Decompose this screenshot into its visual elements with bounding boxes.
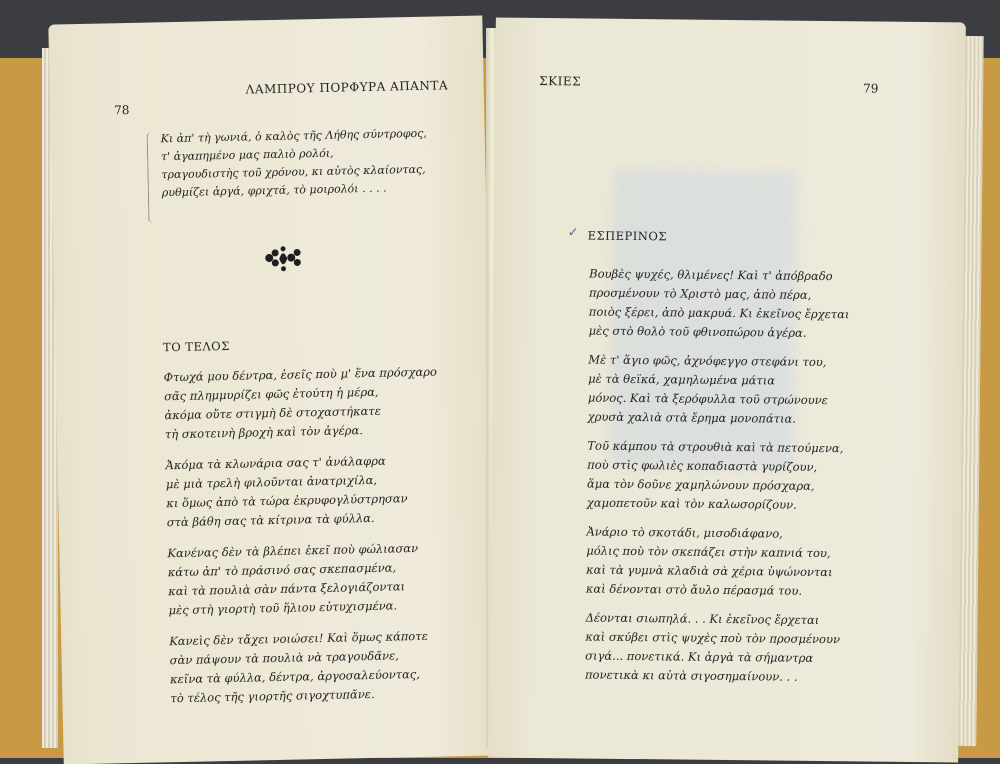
verse-line: Μὲ τ' ἅγιο φῶς, ἀχνόφεγγο στεφάνι του, [588, 352, 827, 370]
verse-line: ἀκόμα οὔτε στιγμὴ δὲ στοχαστήκατε [164, 403, 382, 423]
verse-line: σιγά... πονετικά. Κι ἀργὰ τὰ σήμαντρα [585, 648, 814, 665]
verse-line: ποιὸς ξέρει, ἀπὸ μακρυά. Κι ἐκεῖνος ἔρχεται [588, 304, 850, 322]
pencil-bracket-mark [147, 132, 160, 222]
stanza-4 [586, 523, 833, 602]
verse-line: χαμοπετοῦν καὶ τὸν καλωσορίζουν. [586, 495, 797, 512]
verse-line: μὲ μιὰ τρελὴ φιλοῦνται ἀνατριχίλα, [165, 472, 378, 492]
verse-line: Τοῦ κάμπου τὰ στρουθιὰ καὶ τὰ πετούμενα, [587, 438, 844, 456]
stanza-2 [588, 351, 829, 430]
verse-line: προσμένουν τὸ Χριστὸ μας, ἀπὸ πέρα, [588, 285, 812, 302]
verse-line: ἅμα τὸν δοῦνε χαμηλώνουν πρόσχαρα, [586, 476, 815, 493]
top-stanza [161, 125, 429, 203]
verse-line: Κανεὶς δὲν τἄχει νοιώσει! Καὶ ὅμως κάποτε [169, 628, 428, 649]
verse-line: Βουβὲς ψυχές, θλιμένες! Καὶ τ' ἀπόβραδο [589, 266, 833, 284]
verse-line: τὸ τέλος τῆς γιορτῆς σιγοχτυπᾶνε. [170, 686, 375, 706]
stanza-3 [167, 539, 419, 620]
page-number-right: 79 [863, 81, 879, 96]
stanza-4 [169, 627, 429, 708]
verse-line: στὰ βάθη σας τὰ κίτρινα τὰ φύλλα. [166, 510, 375, 530]
verse-line: καὶ δένονται στὸ ἄυλο πέρασμά του. [585, 581, 803, 598]
verse-line: καὶ τὰ πουλιὰ σὰν πάντα ξελογιάζονται [168, 579, 406, 599]
verse-line: Κανένας δὲν τὰ βλέπει ἐκεῖ ποὺ φώλιασαν [167, 540, 419, 561]
verse-line: Ἀκόμα τὰ κλωνάρια σας τ' ἀνάλαφρα [165, 453, 386, 473]
verse-line: μὲς στὸ θολὸ τοῦ φθινοπώρου ἀγέρα. [588, 323, 807, 340]
verse-line: ρυθμίζει ἀργά, φριχτά, τὸ μοιρολόι . . . . [161, 181, 387, 200]
verse-line: μόλις ποὺ τὸν σκεπάζει στὴν καπνιά του, [586, 543, 831, 561]
poem-title-right: ΕΣΠΕΡΙΝΟΣ [587, 228, 668, 244]
verse-line: Ἀνάριο τὸ σκοτάδι, μισοδιάφανο, [586, 524, 783, 541]
right-page [488, 18, 966, 763]
verse-line: κάτω ἀπ' τὸ πράσινό σας σκεπασμένα, [167, 560, 397, 580]
verse-line: τ' ἀγαπημένο μας παλιὸ ρολόι, [160, 146, 334, 164]
verse-line: κι ὅμως ἀπὸ τὰ τώρα ἐκρυφογλύστρησαν [166, 491, 408, 511]
stanza-1 [164, 363, 439, 445]
verse-line: Φτωχά μου δέντρα, ἐσεῖς ποὺ μ' ἕνα πρόσχαρο [163, 364, 437, 385]
flower-ornament-icon [261, 243, 306, 278]
verse-line: τραγουδιστὴς τοῦ χρόνου, κι αὐτὸς κλαίοντας, [161, 162, 426, 182]
verse-line: Δέονται σιωπηλά. . . Κι ἐκεῖνος ἔρχεται [585, 610, 820, 627]
left-page [48, 16, 497, 764]
verse-line: καὶ τὰ γυμνὰ κλαδιὰ σὰ χέρια ὑψώνονται [586, 562, 833, 580]
verse-line: μόνος. Καὶ τὰ ξερόφυλλα τοῦ στρώνουνε [587, 390, 828, 408]
verse-line: κεῖνα τὰ φύλλα, δέντρα, ἀργοσαλεύοντας, [169, 666, 421, 687]
verse-line: χρυσὰ χαλιὰ στὰ ἔρημα μονοπάτια. [587, 409, 797, 426]
verse-line: σὰν πάψουν τὰ πουλιὰ νὰ τραγουδᾶνε, [169, 648, 399, 668]
stanza-3 [587, 437, 844, 516]
pencil-checkmark: ✓ [567, 225, 579, 241]
page-number-left: 78 [113, 102, 130, 118]
verse-line: πονετικὰ κι αὐτὰ σιγοσημαίνουν. . . [584, 667, 798, 684]
stanza-1 [589, 265, 850, 344]
running-header-right: ΣΚΙΕΣ [539, 74, 582, 89]
stanza-2 [165, 451, 408, 532]
verse-line: καὶ σκύβει στὶς ψυχὲς ποὺ τὸν προσμένουν [585, 629, 841, 647]
stanza-5 [585, 609, 840, 688]
verse-line: Κι ἀπ' τὴ γωνιά, ὁ καλὸς τῆς Λήθης σύντροφος, [160, 126, 427, 146]
verse-line: μὲς στὴ γιορτὴ τοῦ ἥλιου εὐτυχισμένα. [168, 598, 398, 618]
running-header-left: ΛΑΜΠΡΟΥ ΠΟΡΦΥΡΑ ΑΠΑΝΤΑ [245, 78, 449, 97]
verse-line: μὲ τὰ θεϊκά, χαμηλωμένα μάτια [588, 371, 776, 388]
verse-line: τὴ σκοτεινὴ βροχὴ καὶ τὸν ἀγέρα. [164, 423, 364, 442]
poem-title-left: ΤΟ ΤΕΛΟΣ [162, 338, 230, 355]
verse-line: ποὺ στὶς φωλιὲς κοπαδιαστὰ γυρίζουν, [587, 457, 818, 474]
verse-line: σᾶς πλημμυρίζει φῶς ἐτούτη ἡ μέρα, [163, 384, 379, 404]
